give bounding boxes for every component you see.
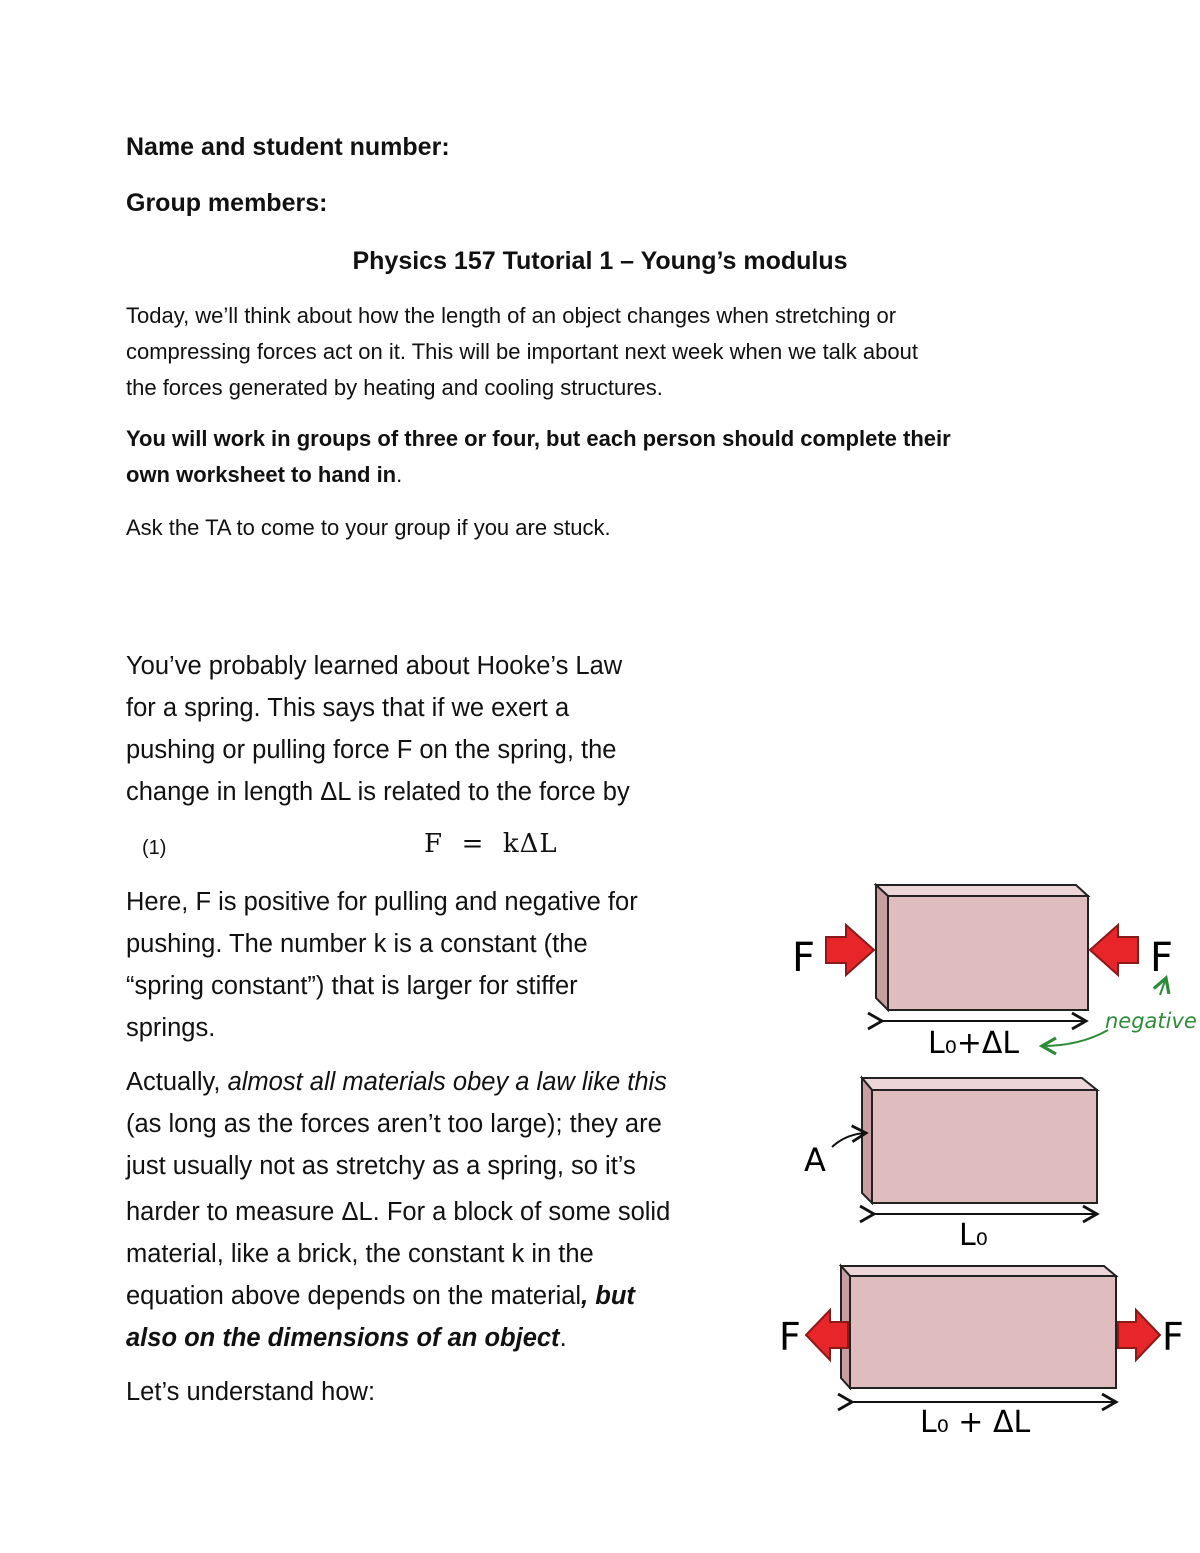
area-pointer-icon (832, 1133, 866, 1147)
right-stretch-arrow (1118, 1310, 1160, 1360)
force-label: F (779, 1315, 801, 1359)
materials-text: Actually, (126, 1068, 228, 1096)
sign-line: “spring constant”) that is larger for stiffer (126, 972, 578, 1000)
materials-text: equation above depends on the material (126, 1282, 582, 1310)
original-block (862, 1078, 1097, 1203)
sign-line: pushing. The number k is a constant (the (126, 930, 588, 958)
instructions-line: You will work in groups of three or four, but each person should complete their (126, 426, 951, 451)
materials-line: harder to measure ΔL. For a block of some solid (126, 1198, 671, 1226)
ta-help-note: Ask the TA to come to your group if you are stuck. (126, 515, 611, 540)
dimension-label-original: L₀ (959, 1218, 988, 1253)
negative-pointer-icon (1042, 1030, 1108, 1046)
materials-emphasis: almost all materials obey a law like this (227, 1068, 667, 1096)
materials-line: just usually not as stretchy as a spring, so it’s (126, 1152, 636, 1180)
materials-emphasis: also on the dimensions of an object (126, 1324, 560, 1352)
equation-number: (1) (142, 837, 167, 859)
intro-line: Today, we’ll think about how the length of an object changes when stretching or (126, 303, 897, 328)
instructions-period: . (396, 462, 403, 487)
hooke-line: for a spring. This says that if we exert a (126, 694, 570, 722)
instructions-text: own worksheet to hand in (126, 462, 397, 487)
hooke-line: pushing or pulling force F on the spring, the (126, 736, 617, 764)
force-label: F (1150, 935, 1174, 981)
dimension-label-stretched: L₀ + ΔL (920, 1405, 1031, 1440)
group-members-label: Group members: (126, 189, 328, 217)
force-label: F (792, 935, 816, 981)
materials-emphasis: , but (581, 1282, 635, 1310)
hooke-equation: F = kΔL (424, 829, 558, 859)
force-label: F (1162, 1315, 1184, 1359)
name-field-label: Name and student number: (126, 133, 450, 161)
intro-line: the forces generated by heating and cooling structures. (126, 375, 663, 400)
materials-line: material, like a brick, the constant k in the (126, 1240, 594, 1268)
area-label: A (804, 1141, 826, 1179)
hooke-line: change in length ΔL is related to the force by (126, 778, 630, 806)
hooke-line: You’ve probably learned about Hooke’s Law (126, 652, 623, 680)
dimension-label-compressed: L₀+ΔL (928, 1026, 1020, 1061)
lets-understand: Let’s understand how: (126, 1378, 376, 1406)
left-compress-arrow (826, 925, 874, 975)
stretched-block (841, 1266, 1116, 1388)
sign-line: Here, F is positive for pulling and negative for (126, 888, 638, 916)
sign-line: springs. (126, 1014, 216, 1042)
page-title: Physics 157 Tutorial 1 – Young’s modulus (352, 247, 848, 275)
intro-line: compressing forces act on it. This will be important next week when we talk about (126, 339, 918, 364)
materials-line: (as long as the forces aren’t too large); they are (126, 1110, 662, 1138)
materials-period: . (559, 1324, 567, 1352)
negative-note: negative (1105, 1009, 1197, 1033)
right-compress-arrow (1090, 925, 1138, 975)
compressed-block (876, 885, 1088, 1010)
